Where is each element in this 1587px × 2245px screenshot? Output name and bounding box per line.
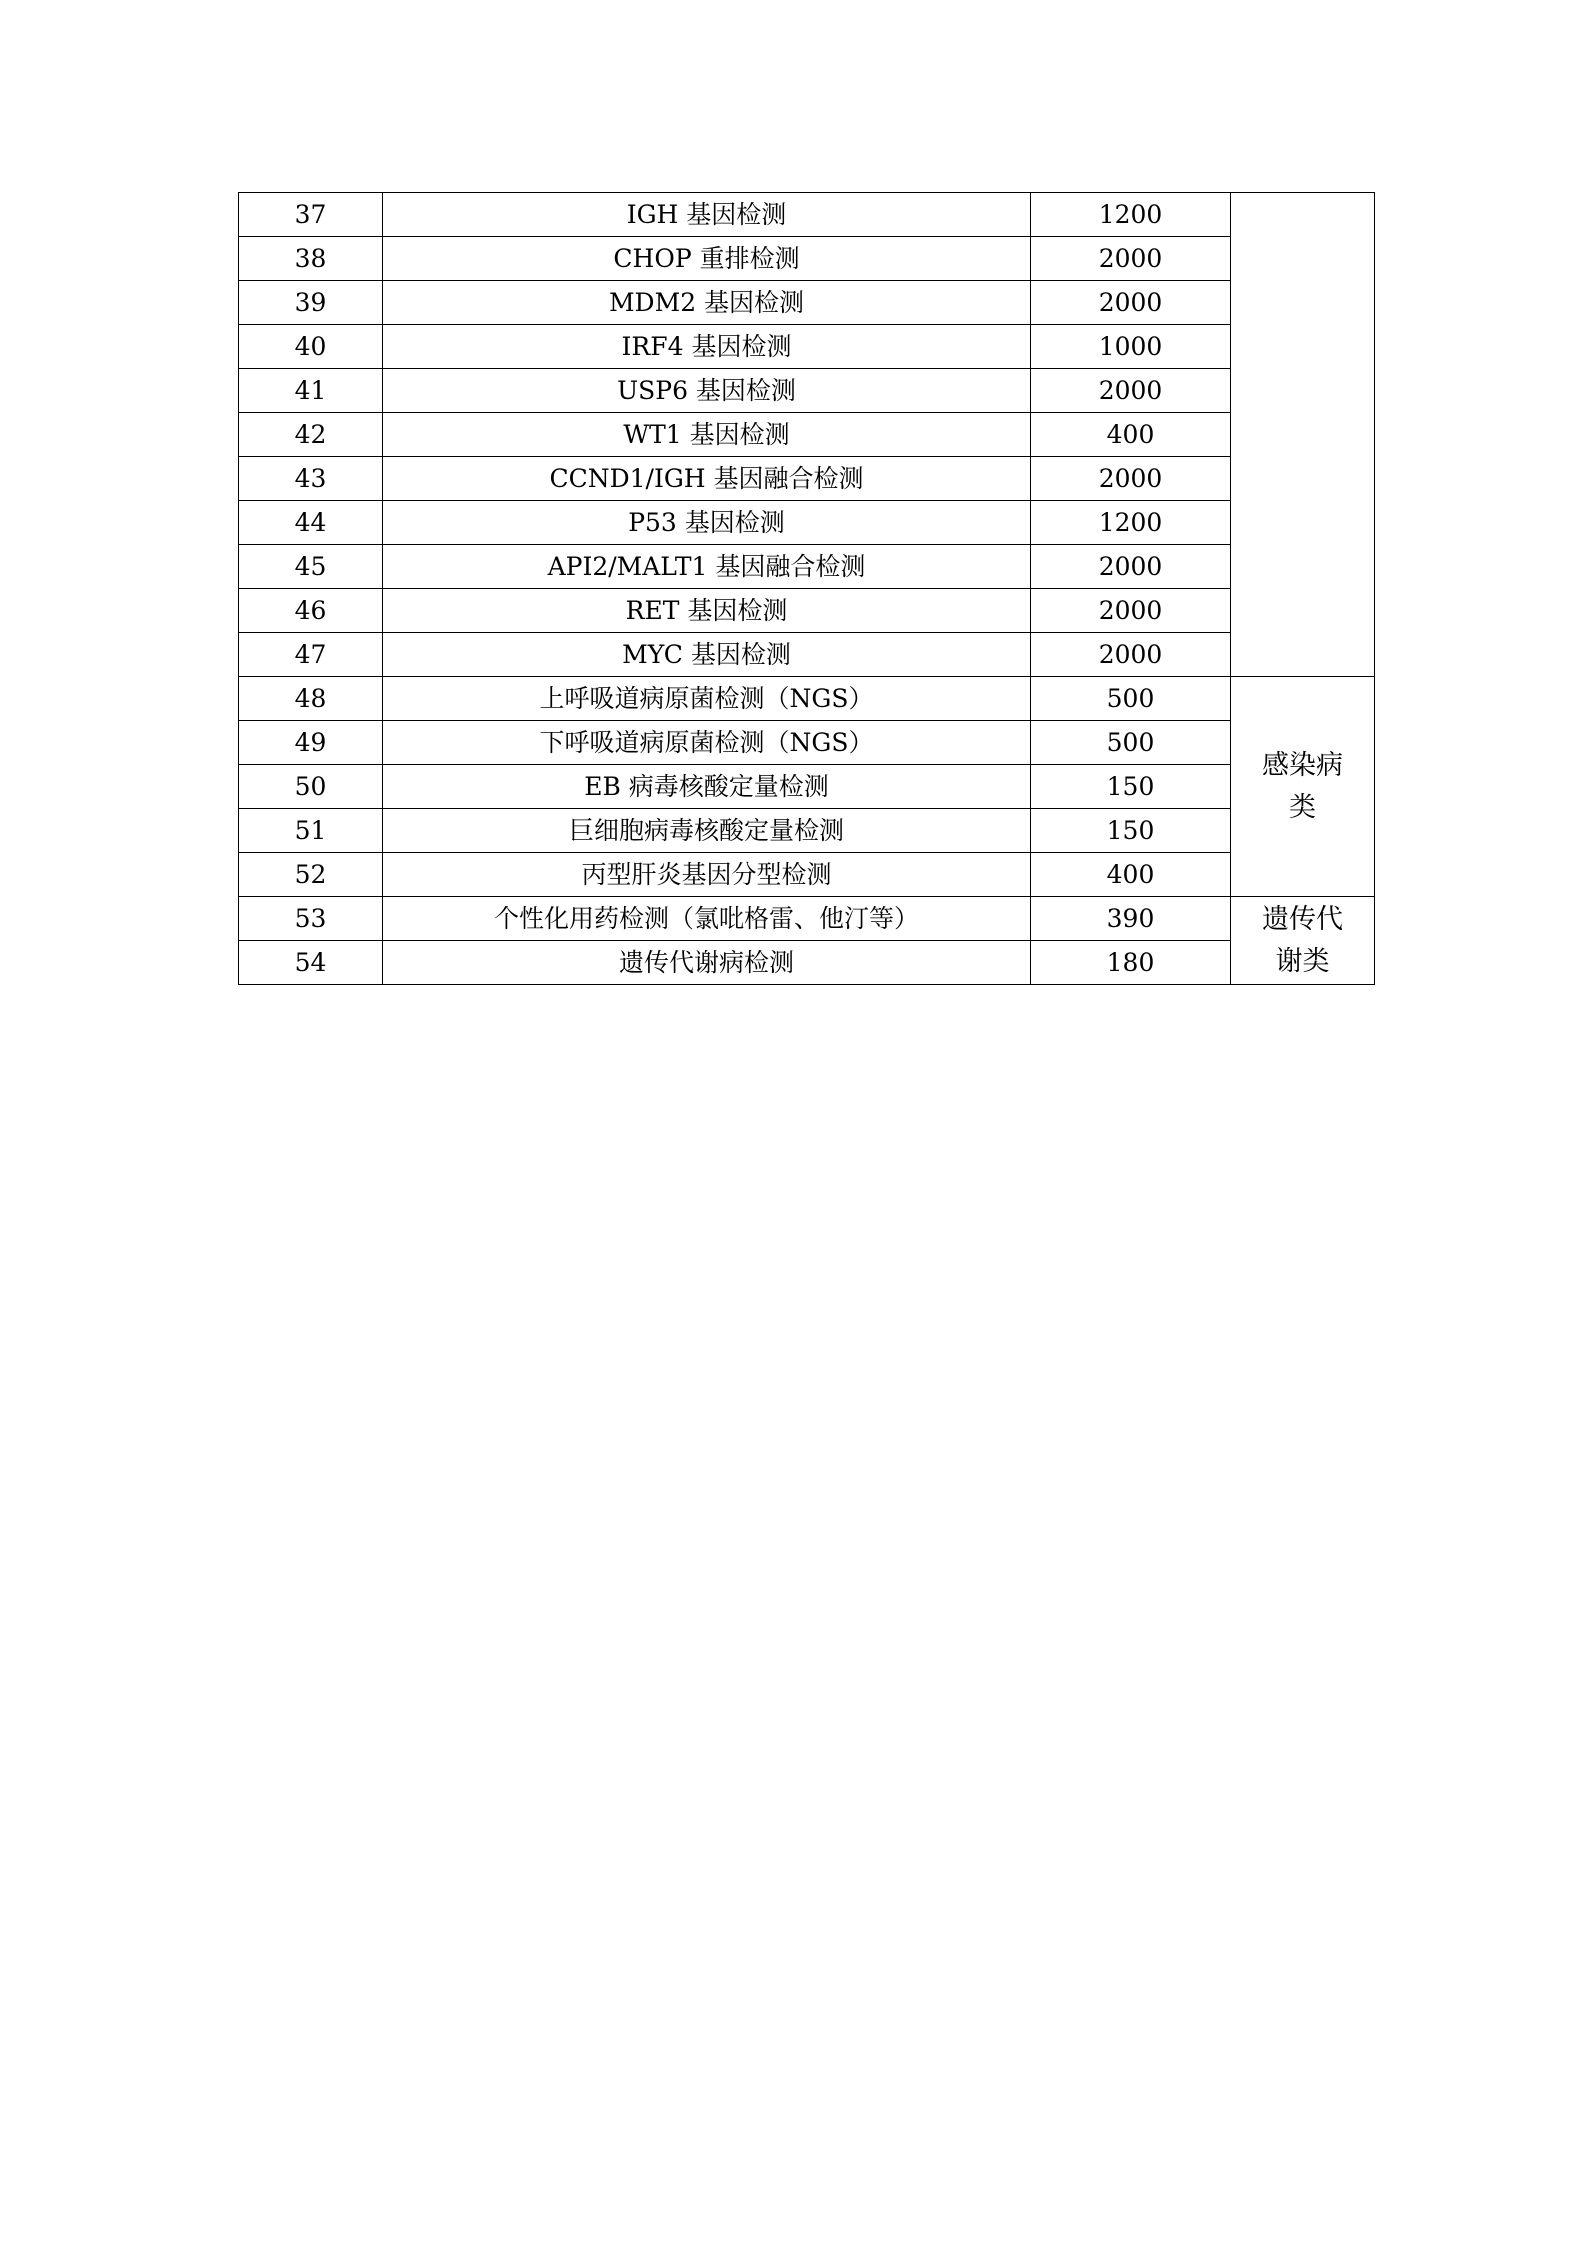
test-price: 500 (1031, 721, 1231, 765)
table-row (239, 281, 1375, 325)
row-number: 47 (239, 633, 383, 677)
test-name: IRF4 基因检测 (383, 325, 1031, 369)
test-price: 390 (1031, 897, 1231, 941)
test-price: 2000 (1031, 369, 1231, 413)
test-name: USP6 基因检测 (383, 369, 1031, 413)
test-price: 2000 (1031, 457, 1231, 501)
test-name: 上呼吸道病原菌检测（NGS） (383, 677, 1031, 721)
table-row (239, 501, 1375, 545)
row-number: 46 (239, 589, 383, 633)
row-number: 41 (239, 369, 383, 413)
table-row (239, 237, 1375, 281)
test-price: 2000 (1031, 589, 1231, 633)
table-row (239, 721, 1375, 765)
test-name: MYC 基因检测 (383, 633, 1031, 677)
test-name: RET 基因检测 (383, 589, 1031, 633)
test-price: 400 (1031, 413, 1231, 457)
row-number: 43 (239, 457, 383, 501)
table-row (239, 897, 1375, 941)
row-number: 44 (239, 501, 383, 545)
row-number: 39 (239, 281, 383, 325)
test-price: 400 (1031, 853, 1231, 897)
row-number: 49 (239, 721, 383, 765)
test-name: MDM2 基因检测 (383, 281, 1031, 325)
test-price: 180 (1031, 941, 1231, 985)
test-name: IGH 基因检测 (383, 193, 1031, 237)
test-price-table (238, 192, 1375, 985)
test-name: 丙型肝炎基因分型检测 (383, 853, 1031, 897)
category-cell: 遗传代谢类 (1231, 897, 1375, 985)
row-number: 51 (239, 809, 383, 853)
table-row (239, 413, 1375, 457)
row-number: 42 (239, 413, 383, 457)
test-price: 1200 (1031, 501, 1231, 545)
row-number: 45 (239, 545, 383, 589)
category-cell: 感染病类 (1231, 677, 1375, 897)
table-row (239, 369, 1375, 413)
test-price: 1200 (1031, 193, 1231, 237)
row-number: 52 (239, 853, 383, 897)
row-number: 48 (239, 677, 383, 721)
test-name: 巨细胞病毒核酸定量检测 (383, 809, 1031, 853)
test-price: 2000 (1031, 545, 1231, 589)
table-row (239, 677, 1375, 721)
row-number: 37 (239, 193, 383, 237)
table-row (239, 545, 1375, 589)
test-name: P53 基因检测 (383, 501, 1031, 545)
test-price: 1000 (1031, 325, 1231, 369)
test-price: 150 (1031, 765, 1231, 809)
test-price: 150 (1031, 809, 1231, 853)
table-row (239, 633, 1375, 677)
row-number: 50 (239, 765, 383, 809)
table-row (239, 193, 1375, 237)
row-number: 40 (239, 325, 383, 369)
table-row (239, 765, 1375, 809)
test-name: 下呼吸道病原菌检测（NGS） (383, 721, 1031, 765)
row-number: 38 (239, 237, 383, 281)
category-cell (1231, 193, 1375, 677)
test-name: 遗传代谢病检测 (383, 941, 1031, 985)
test-price: 2000 (1031, 281, 1231, 325)
test-name: EB 病毒核酸定量检测 (383, 765, 1031, 809)
table-row (239, 853, 1375, 897)
table-row (239, 941, 1375, 985)
test-name: CCND1/IGH 基因融合检测 (383, 457, 1031, 501)
test-price: 500 (1031, 677, 1231, 721)
table-row (239, 589, 1375, 633)
test-name: 个性化用药检测（氯吡格雷、他汀等） (383, 897, 1031, 941)
test-name: WT1 基因检测 (383, 413, 1031, 457)
test-name: CHOP 重排检测 (383, 237, 1031, 281)
table-row (239, 457, 1375, 501)
table-row (239, 809, 1375, 853)
row-number: 54 (239, 941, 383, 985)
test-price: 2000 (1031, 633, 1231, 677)
table-row (239, 325, 1375, 369)
test-price: 2000 (1031, 237, 1231, 281)
row-number: 53 (239, 897, 383, 941)
test-name: API2/MALT1 基因融合检测 (383, 545, 1031, 589)
